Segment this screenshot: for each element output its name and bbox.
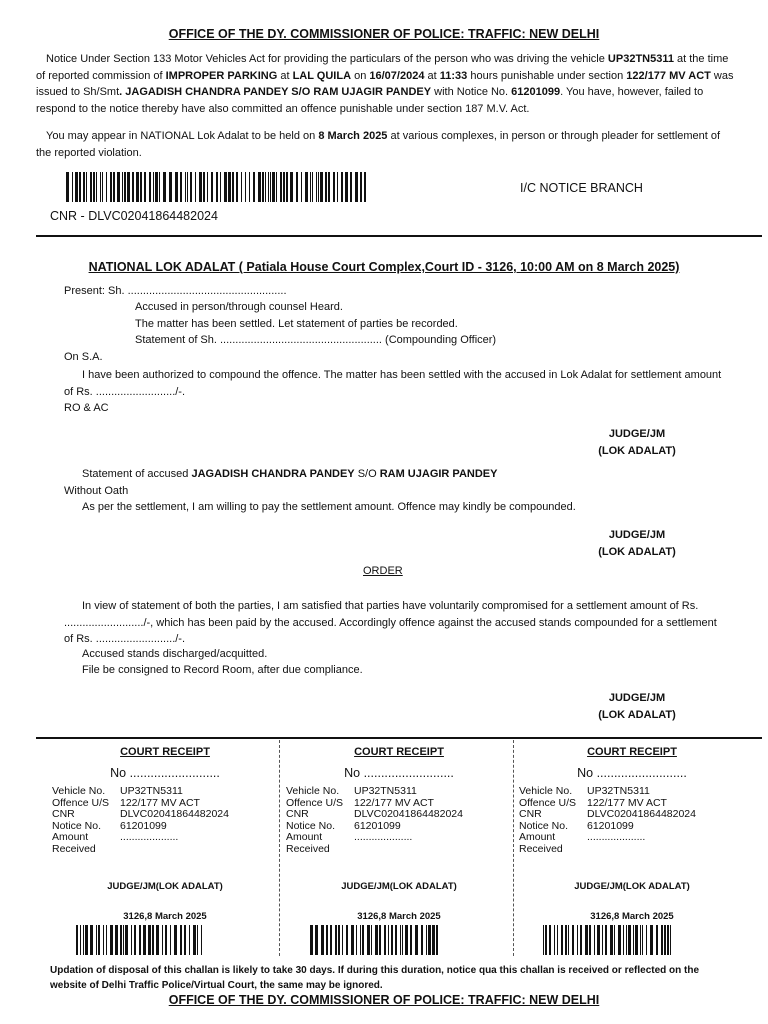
receipt-barcode <box>310 925 438 955</box>
barcode-bar <box>245 172 246 202</box>
barcode-bar <box>106 925 107 955</box>
receipt-date: 3126,8 March 2025 <box>357 911 441 922</box>
statement-line: Statement of Sh. ..................................................... (Compounding Officer) <box>135 334 497 346</box>
barcode-bar <box>220 172 221 202</box>
barcode-bar <box>580 925 582 955</box>
receipt-date: 3126,8 March 2025 <box>123 911 207 922</box>
offence-time: 11:33 <box>439 69 468 82</box>
barcode-bar <box>549 925 551 955</box>
barcode-bar <box>628 925 631 955</box>
barcode-bar <box>162 925 163 955</box>
barcode-bar <box>545 925 547 955</box>
present-line: Present: Sh. .................................................... <box>64 285 287 297</box>
barcode-bar <box>153 172 154 202</box>
barcode-bar <box>642 925 643 955</box>
barcode-bar <box>335 925 337 955</box>
disposal-note: Updation of disposal of this challan is likely to take 30 days. If during this duration, notice qua this challan is received or reflected on the website of Delhi Traffic Police/Virtual Court, the same may be ignored. <box>50 965 700 991</box>
barcode-bar <box>351 925 354 955</box>
court-receipt: COURT RECEIPT No .......................... Vehicle No. UP32TN5311 Offence U/S 122/177 MV ACT CNR DLVC02041864482024 Notice No. 61201099 Amount .................... Received JUDGE/JM(LOK ADALAT) 3126,8 March 2025 <box>286 746 512 955</box>
barcode-bar <box>169 172 172 202</box>
barcode-bar <box>120 925 122 955</box>
barcode-bar <box>140 172 142 202</box>
notice-branch: I/C NOTICE BRANCH <box>520 181 643 195</box>
barcode-bar <box>122 172 123 202</box>
barcode-bar <box>561 925 563 955</box>
cnr-number: CNR - DLVC02041864482024 <box>50 209 218 223</box>
barcode-bar <box>249 172 250 202</box>
barcode-bar <box>127 172 130 202</box>
barcode-bar <box>241 172 242 202</box>
barcode-bar <box>635 925 638 955</box>
authorized-text: I have been authorized to compound the offence. The matter has been settled with the accused in Lok Adalat for settlement amount of Rs. ........................../-. <box>64 369 722 398</box>
barcode-bar <box>102 172 103 202</box>
barcode-bar <box>96 925 97 955</box>
barcode-bar <box>253 172 255 202</box>
barcode-bar <box>187 172 188 202</box>
barcode-bar <box>93 172 95 202</box>
barcode-bar <box>350 172 352 202</box>
hearing-date: 8 March 2025 <box>318 130 388 142</box>
barcode-bar <box>577 925 578 955</box>
barcode-bar <box>75 172 78 202</box>
offence-name: IMPROPER PARKING <box>165 69 278 82</box>
barcode-bar <box>100 172 101 202</box>
offence-date: 16/07/2024 <box>369 69 425 82</box>
barcode-bar <box>86 172 87 202</box>
barcode-bar <box>96 172 97 202</box>
receipts-divider <box>36 737 762 739</box>
barcode-bar <box>258 172 261 202</box>
barcode-bar <box>360 172 362 202</box>
barcode-bar <box>262 172 264 202</box>
without-oath: Without Oath <box>64 485 129 497</box>
barcode-bar <box>76 925 78 955</box>
barcode-bar <box>664 925 666 955</box>
barcode-bar <box>618 925 621 955</box>
barcode-bar <box>341 172 343 202</box>
barcode-bar <box>301 172 302 202</box>
barcode-bar <box>80 925 81 955</box>
judge-signature-1: JUDGE/JM (LOK ADALAT) <box>598 428 676 457</box>
barcode-bar <box>211 172 213 202</box>
barcode-bar <box>391 925 393 955</box>
barcode-bar <box>268 172 269 202</box>
barcode-bar <box>554 925 555 955</box>
accused-statement: Statement of accused JAGADISH CHANDRA PANDEY S/O RAM UJAGIR PANDEY <box>82 468 498 480</box>
court-receipt: COURT RECEIPT No .......................... Vehicle No. UP32TN5311 Offence U/S 122/177 MV ACT CNR DLVC02041864482024 Notice No. 61201099 Amount .................... Received JUDGE/JM(LOK ADALAT) 3126,8 March 2025 <box>519 746 745 955</box>
barcode-bar <box>646 925 647 955</box>
barcode-bar <box>83 925 84 955</box>
judge-signature-3: JUDGE/JM (LOK ADALAT) <box>598 692 676 721</box>
receipt-judge: JUDGE/JM(LOK ADALAT) <box>341 881 457 892</box>
barcode-bar <box>436 925 438 955</box>
barcode-bar <box>623 925 624 955</box>
barcode-bar <box>85 925 88 955</box>
barcode-bar <box>402 925 403 955</box>
barcode-bar <box>170 925 171 955</box>
footer-title: OFFICE OF THE DY. COMMISSIONER OF POLICE: TRAFFIC: NEW DELHI <box>168 993 600 1007</box>
barcode-bar <box>656 925 658 955</box>
discharged-line: Accused stands discharged/acquitted. <box>82 648 268 660</box>
barcode-bar <box>134 925 136 955</box>
offence-section: 122/177 MV ACT <box>626 69 711 82</box>
barcode-bar <box>163 172 166 202</box>
barcode-bar <box>565 925 567 955</box>
notice-number: 61201099 <box>511 86 561 98</box>
barcode-bar <box>195 172 196 202</box>
barcode-bar <box>139 925 141 955</box>
consigned-line: File be consigned to Record Room, after due compliance. <box>82 664 363 676</box>
barcode-bar <box>272 172 275 202</box>
barcode-bar <box>199 172 202 202</box>
barcode-bar <box>165 925 167 955</box>
on-sa: On S.A. <box>64 351 103 363</box>
barcode-bar <box>432 925 435 955</box>
barcode-bar <box>270 172 271 202</box>
barcode-bar <box>159 172 160 202</box>
barcode-bar <box>428 925 431 955</box>
barcode-bar <box>375 925 378 955</box>
barcode-bar <box>136 172 139 202</box>
accused-name: JAGADISH CHANDRA PANDEY S/O RAM UJAGIR PANDEY <box>122 86 432 98</box>
receipt-barcode <box>543 925 671 955</box>
barcode-bar <box>614 925 615 955</box>
barcode-bar <box>379 925 381 955</box>
barcode-bar <box>594 925 595 955</box>
barcode-bar <box>388 925 389 955</box>
barcode-bar <box>410 925 412 955</box>
barcode-bar <box>667 925 669 955</box>
barcode-bar <box>174 925 177 955</box>
barcode-bar <box>589 925 591 955</box>
cnr-barcode <box>66 172 366 202</box>
ro-ac: RO & AC <box>64 402 109 414</box>
barcode-bar <box>328 172 330 202</box>
barcode-bar <box>280 172 282 202</box>
barcode-bar <box>650 925 653 955</box>
barcode-bar <box>283 172 285 202</box>
barcode-bar <box>395 925 397 955</box>
receipt-judge: JUDGE/JM(LOK ADALAT) <box>574 881 690 892</box>
receipt-number: No .......................... <box>577 766 687 780</box>
barcode-bar <box>197 925 198 955</box>
barcode-bar <box>193 925 196 955</box>
barcode-bar <box>626 925 627 955</box>
order-heading: ORDER <box>363 565 403 577</box>
barcode-bar <box>338 925 340 955</box>
barcode-bar <box>585 925 588 955</box>
barcode-bar <box>415 925 418 955</box>
receipt-barcode <box>76 925 204 955</box>
barcode-bar <box>346 925 348 955</box>
receipt-number: No .......................... <box>344 766 454 780</box>
barcode-bar <box>356 925 357 955</box>
barcode-bar <box>103 925 104 955</box>
barcode-bar <box>342 925 343 955</box>
barcode-bar <box>543 925 544 955</box>
barcode-bar <box>557 925 558 955</box>
barcode-bar <box>83 172 85 202</box>
barcode-bar <box>207 172 208 202</box>
barcode-bar <box>180 172 182 202</box>
barcode-bar <box>98 925 100 955</box>
page-title: OFFICE OF THE DY. COMMISSIONER OF POLICE: TRAFFIC: NEW DELHI <box>168 27 600 41</box>
barcode-bar <box>315 925 318 955</box>
barcode-bar <box>113 172 115 202</box>
barcode-bar <box>296 172 298 202</box>
barcode-bar <box>345 172 348 202</box>
barcode-bar <box>185 172 186 202</box>
barcode-bar <box>633 925 634 955</box>
barcode-bar <box>605 925 607 955</box>
receipt-separator <box>279 740 280 956</box>
barcode-bar <box>362 925 364 955</box>
barcode-bar <box>316 172 317 202</box>
heard-line: Accused in person/through counsel Heard. <box>135 301 343 313</box>
order-text: In view of statement of both the parties, I am satisfied that parties have voluntarily compromised for a settlement amount of Rs. ........................../-, which has been paid by the accused. Accordingly offence against the accused stands compounded for a settlement of Rs. ........................../-. <box>64 600 717 645</box>
offence-place: LAL QUILA <box>292 69 352 82</box>
receipt-number: No .......................... <box>110 766 220 780</box>
settled-line: The matter has been settled. Let statement of parties be recorded. <box>135 318 458 330</box>
barcode-bar <box>143 925 146 955</box>
barcode-bar <box>290 172 293 202</box>
barcode-bar <box>236 172 238 202</box>
receipt-date: 3126,8 March 2025 <box>590 911 674 922</box>
barcode-bar <box>568 925 569 955</box>
appearance-paragraph: You may appear in NATIONAL Lok Adalat to be held on 8 March 2025 at various complexes, in person or through pleader for settlement of the reported violation. <box>36 130 721 159</box>
barcode-bar <box>286 172 288 202</box>
barcode-bar <box>184 925 186 955</box>
barcode-bar <box>670 925 671 955</box>
barcode-bar <box>364 172 366 202</box>
barcode-bar <box>90 172 92 202</box>
judge-signature-2: JUDGE/JM (LOK ADALAT) <box>598 529 676 558</box>
barcode-bar <box>325 172 327 202</box>
divider <box>36 235 762 237</box>
barcode-bar <box>320 172 323 202</box>
willing-text: As per the settlement, I am willing to pay the settlement amount. Offence may kindly be compounded. <box>82 501 576 513</box>
barcode-bar <box>72 172 73 202</box>
barcode-bar <box>326 925 328 955</box>
barcode-bar <box>597 925 600 955</box>
receipt-fields: Vehicle No. UP32TN5311 Offence U/S 122/177 MV ACT CNR DLVC02041864482024 Notice No. 61201099 Amount .................... Received <box>286 785 463 855</box>
barcode-bar <box>149 172 151 202</box>
barcode-bar <box>106 172 107 202</box>
barcode-bar <box>265 172 266 202</box>
barcode-bar <box>355 172 358 202</box>
barcode-bar <box>155 172 158 202</box>
barcode-bar <box>318 172 319 202</box>
barcode-bar <box>124 172 126 202</box>
barcode-bar <box>405 925 408 955</box>
barcode-bar <box>66 172 69 202</box>
barcode-bar <box>144 172 146 202</box>
receipt-fields: Vehicle No. UP32TN5311 Offence U/S 122/177 MV ACT CNR DLVC02041864482024 Notice No. 61201099 Amount .................... Received <box>519 785 696 855</box>
barcode-bar <box>148 925 151 955</box>
barcode-bar <box>201 925 202 955</box>
barcode-bar <box>312 172 313 202</box>
barcode-bar <box>175 172 178 202</box>
receipt-judge: JUDGE/JM(LOK ADALAT) <box>107 881 223 892</box>
barcode-bar <box>224 172 227 202</box>
barcode-bar <box>360 925 361 955</box>
barcode-bar <box>156 925 159 955</box>
barcode-bar <box>310 925 313 955</box>
barcode-bar <box>421 925 423 955</box>
barcode-bar <box>190 172 192 202</box>
barcode-bar <box>232 172 234 202</box>
barcode-bar <box>123 925 124 955</box>
barcode-bar <box>152 925 154 955</box>
barcode-bar <box>572 925 574 955</box>
barcode-bar <box>367 925 370 955</box>
barcode-bar <box>400 925 401 955</box>
barcode-bar <box>640 925 641 955</box>
barcode-bar <box>602 925 603 955</box>
barcode-bar <box>180 925 182 955</box>
court-receipt: COURT RECEIPT No .......................... Vehicle No. UP32TN5311 Offence U/S 122/177 MV ACT CNR DLVC02041864482024 Notice No. 61201099 Amount .................... Received JUDGE/JM(LOK ADALAT) 3126,8 March 2025 <box>52 746 278 955</box>
receipt-separator <box>513 740 514 956</box>
barcode-bar <box>203 172 205 202</box>
barcode-bar <box>189 925 190 955</box>
barcode-bar <box>79 172 81 202</box>
barcode-bar <box>117 172 120 202</box>
barcode-bar <box>216 172 218 202</box>
barcode-image <box>66 172 366 202</box>
barcode-bar <box>115 925 118 955</box>
barcode-bar <box>228 172 231 202</box>
barcode-bar <box>131 925 132 955</box>
barcode-bar <box>110 172 112 202</box>
barcode-bar <box>337 172 338 202</box>
barcode-bar <box>426 925 427 955</box>
barcode-bar <box>330 925 332 955</box>
adalat-heading: NATIONAL LOK ADALAT ( Patiala House Court Complex,Court ID - 3126, 10:00 AM on 8 March 2025) <box>88 260 680 274</box>
barcode-bar <box>384 925 386 955</box>
notice-paragraph: Notice Under Section 133 Motor Vehicles Act for providing the particulars of the person who was driving the vehicle UP32TN5311 at the time of reported commission of IMPROPER PARKING at LAL QUILA on 16/07/2024 at 11:33 hours punishable under section 122/177 MV ACT was issued to Sh/Smt. JAGADISH CHANDRA PANDEY S/O RAM UJAGIR PANDEY with Notice No. 61201099. You have, however, failed to respond to the notice thereby have also committed an offence punishable under section 187 M.V. Act. <box>36 53 734 115</box>
barcode-bar <box>610 925 613 955</box>
barcode-bar <box>661 925 663 955</box>
vehicle-number: UP32TN5311 <box>607 53 674 65</box>
barcode-bar <box>310 172 311 202</box>
barcode-bar <box>125 925 128 955</box>
barcode-bar <box>132 172 134 202</box>
barcode-bar <box>305 172 308 202</box>
barcode-bar <box>321 925 324 955</box>
barcode-bar <box>333 172 335 202</box>
receipt-fields: Vehicle No. UP32TN5311 Offence U/S 122/177 MV ACT CNR DLVC02041864482024 Notice No. 61201099 Amount .................... Received <box>52 785 229 855</box>
barcode-bar <box>90 925 93 955</box>
barcode-bar <box>276 172 277 202</box>
barcode-bar <box>110 925 113 955</box>
barcode-bar <box>371 925 372 955</box>
